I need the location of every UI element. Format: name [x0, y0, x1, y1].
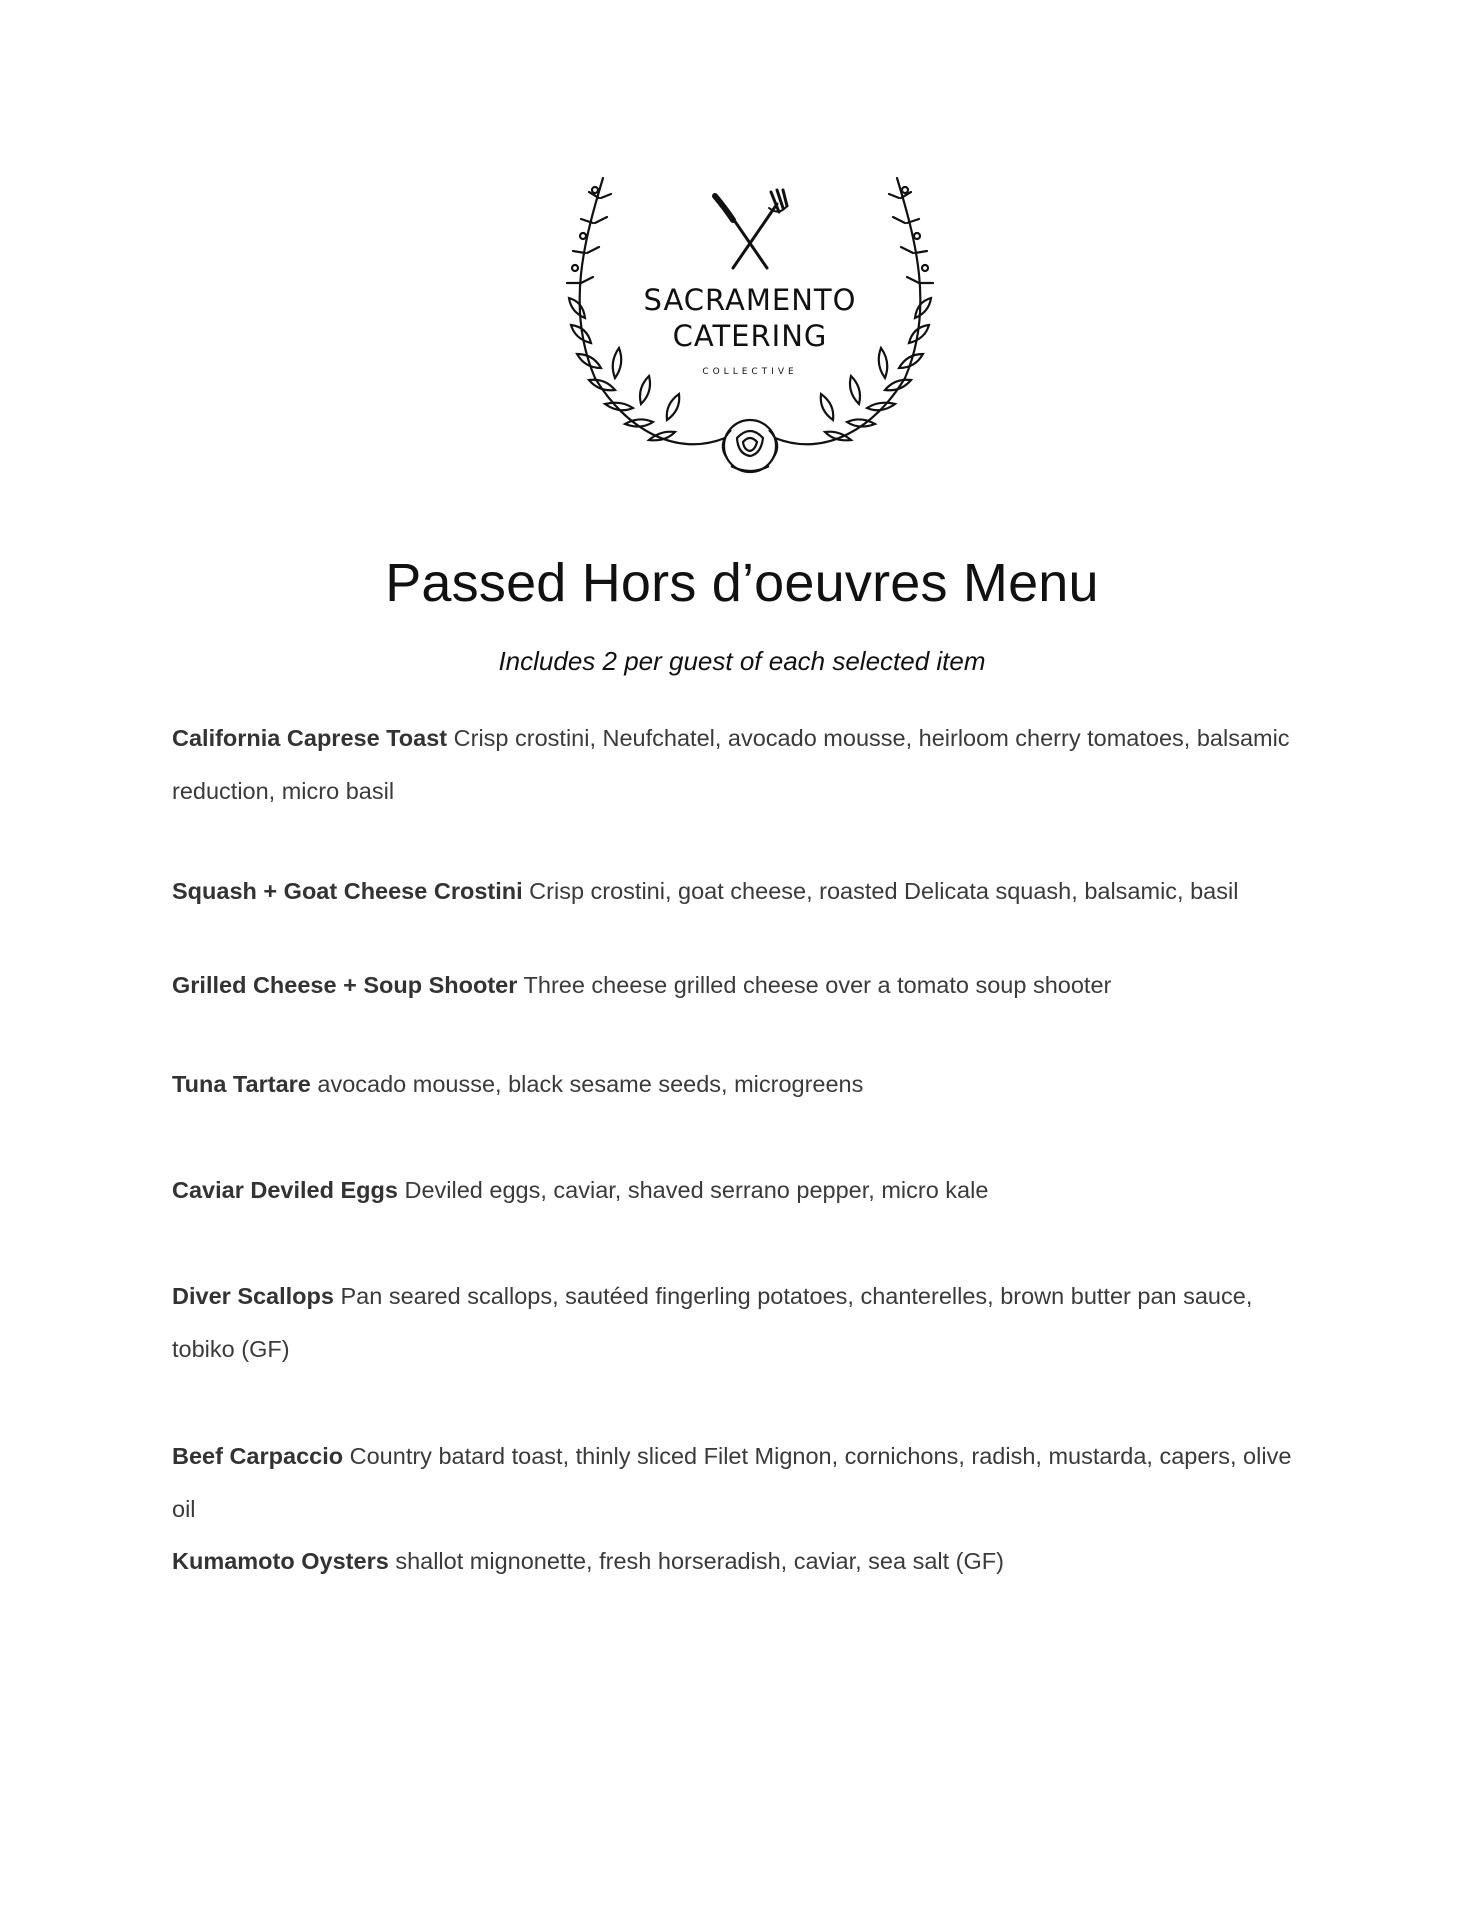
- menu-item-name: Tuna Tartare: [172, 1071, 311, 1097]
- page-title: Passed Hors d’oeuvres Menu: [385, 553, 1099, 613]
- menu-item-description: avocado mousse, black sesame seeds, microgreens: [317, 1071, 864, 1097]
- catering-logo: [555, 168, 945, 488]
- menu-item-description: Crisp crostini, Neufchatel, avocado mousse, heirloom cherry tomatoes, balsamic reduction, micro basil: [172, 725, 1290, 804]
- menu-item-description: Pan seared scallops, sautéed fingerling potatoes, chanterelles, brown butter pan sauce, tobiko (GF): [172, 1283, 1253, 1362]
- logo-line-3: COLLECTIVE: [702, 367, 798, 377]
- menu-item-description: Three cheese grilled cheese over a tomato soup shooter: [523, 972, 1112, 998]
- menu-item-description: Deviled eggs, caviar, shaved serrano pepper, micro kale: [404, 1177, 989, 1203]
- menu-item-description: Country batard toast, thinly sliced Filet Mignon, cornichons, radish, mustarda, capers, olive oil: [172, 1443, 1292, 1522]
- menu-item-name: Diver Scallops: [172, 1283, 334, 1309]
- menu-item: [172, 865, 1312, 918]
- menu-item-description: shallot mignonette, fresh horseradish, caviar, sea salt (GF): [395, 1548, 1004, 1574]
- menu-item: [172, 1058, 1312, 1111]
- logo-line-2: CATERING: [672, 319, 828, 353]
- menu-item: [172, 1535, 1312, 1588]
- knife-fork-icon: [715, 190, 787, 268]
- menu-item-name: Squash + Goat Cheese Crostini: [172, 878, 523, 904]
- menu-item-description: Crisp crostini, goat cheese, roasted Delicata squash, balsamic, basil: [529, 878, 1239, 904]
- menu-item: [172, 959, 1312, 1012]
- menu-item: [172, 712, 1312, 818]
- menu-item-name: Beef Carpaccio: [172, 1443, 344, 1469]
- menu-item: [172, 1164, 1312, 1217]
- rose-icon: [723, 420, 777, 472]
- menu-item: [172, 1270, 1312, 1376]
- menu-item: [172, 1430, 1312, 1536]
- menu-item-name: Caviar Deviled Eggs: [172, 1177, 398, 1203]
- menu-item-name: Grilled Cheese + Soup Shooter: [172, 972, 518, 998]
- menu-item-name: Kumamoto Oysters: [172, 1548, 389, 1574]
- menu-item-name: California Caprese Toast: [172, 725, 448, 751]
- page-subtitle: Includes 2 per guest of each selected item: [498, 646, 986, 676]
- logo-line-1: SACRAMENTO: [643, 283, 857, 317]
